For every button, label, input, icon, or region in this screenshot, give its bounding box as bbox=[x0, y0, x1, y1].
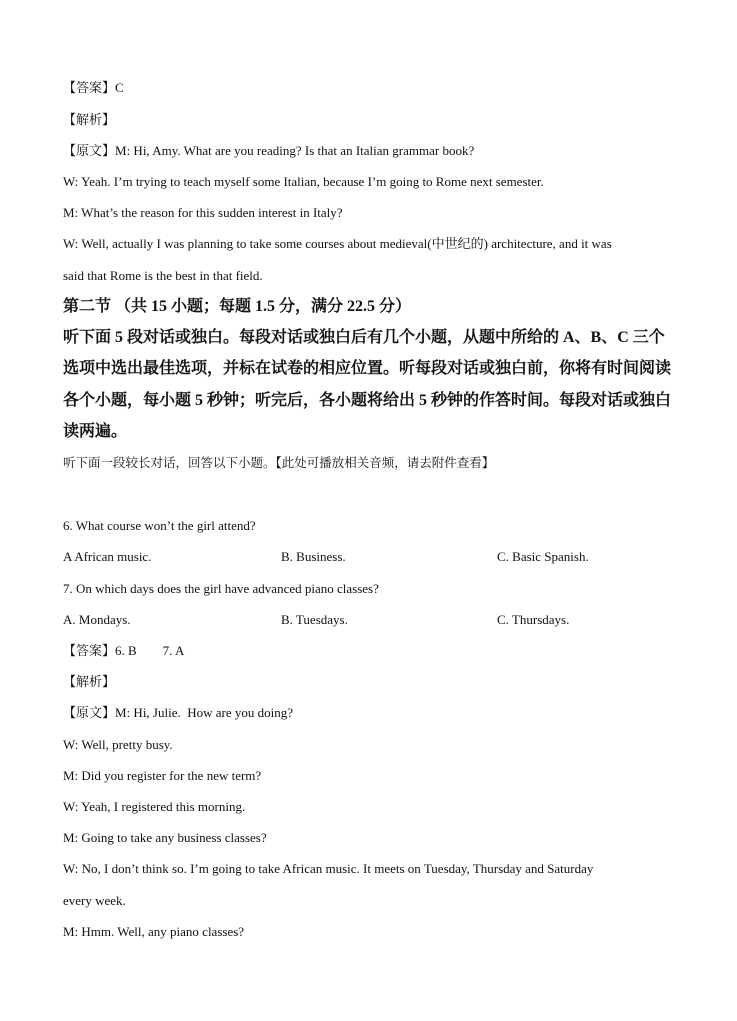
transcript-line: said that Rome is the best in that field. bbox=[63, 268, 263, 283]
transcript-line: W: No, I don’t think so. I’m going to take African music. It meets on Tuesday, Thursday and Saturday bbox=[63, 861, 594, 876]
transcript-line: M: Going to take any business classes? bbox=[63, 830, 267, 845]
option-6a: A African music. bbox=[63, 549, 152, 564]
answer-label: 【答案】 bbox=[63, 80, 116, 95]
section-instruction-line: 各个小题，每小题 5 秒钟；听完后，各小题将给出 5 秒钟的作答时间。每段对话或独白 bbox=[63, 392, 672, 409]
transcript-line: W: Yeah. I’m trying to teach myself some Italian, because I’m going to Rome next semester. bbox=[63, 174, 544, 189]
analysis-label-2: 【解析】 bbox=[63, 674, 116, 689]
transcript-text: M: Hi, Amy. What are you reading? Is that an Italian grammar book? bbox=[115, 143, 475, 158]
transcript-line: W: Yeah, I registered this morning. bbox=[63, 799, 246, 814]
option-6b: B. Business. bbox=[281, 549, 346, 564]
section-instruction-line: 选项中选出最佳选项，并标在试卷的相应位置。听每段对话或独白前，你将有时间阅读 bbox=[63, 360, 672, 377]
question-stem-6: 6. What course won’t the girl attend? bbox=[63, 518, 256, 533]
option-7c: C. Thursdays. bbox=[497, 612, 570, 627]
section-instruction-line: 听下面 5 段对话或独白。每段对话或独白后有几个小题，从题中所给的 A、B、C 三个 bbox=[63, 329, 665, 346]
question-stem-7: 7. On which days does the girl have advanced piano classes? bbox=[63, 581, 379, 596]
transcript-line: W: Well, pretty busy. bbox=[63, 737, 173, 752]
answer-label: 【答案】 bbox=[63, 643, 116, 658]
answer-line-1 bbox=[63, 79, 124, 97]
analysis-label-1: 【解析】 bbox=[63, 112, 116, 127]
transcript-line: every week. bbox=[63, 893, 126, 908]
option-7b: B. Tuesdays. bbox=[281, 612, 348, 627]
section-instruction-line: 读两遍。 bbox=[63, 423, 128, 440]
transcript-line: M: What’s the reason for this sudden interest in Italy? bbox=[63, 205, 343, 220]
transcript-line: M: Did you register for the new term? bbox=[63, 768, 262, 783]
original-label: 【原文】 bbox=[63, 143, 116, 158]
option-7a: A. Mondays. bbox=[63, 612, 131, 627]
transcript-line: M: Hmm. Well, any piano classes? bbox=[63, 924, 245, 939]
section-title: 第二节 （共 15 小题；每题 1.5 分，满分 22.5 分） bbox=[63, 298, 412, 315]
section-note: 听下面一段较长对话，回答以下小题。【此处可播放相关音频，请去附件查看】 bbox=[63, 456, 495, 470]
answer-value: C bbox=[115, 80, 124, 95]
transcript-line bbox=[63, 704, 293, 722]
transcript-line bbox=[63, 142, 474, 160]
original-label: 【原文】 bbox=[63, 705, 116, 720]
transcript-line: W: Well, actually I was planning to take some courses about medieval(中世纪的) architecture, and it was bbox=[63, 236, 612, 251]
answer-line-2 bbox=[63, 642, 184, 660]
answer-value: 6. B 7. A bbox=[115, 643, 185, 658]
option-6c: C. Basic Spanish. bbox=[497, 549, 589, 564]
transcript-text: M: Hi, Julie. How are you doing? bbox=[115, 705, 294, 720]
